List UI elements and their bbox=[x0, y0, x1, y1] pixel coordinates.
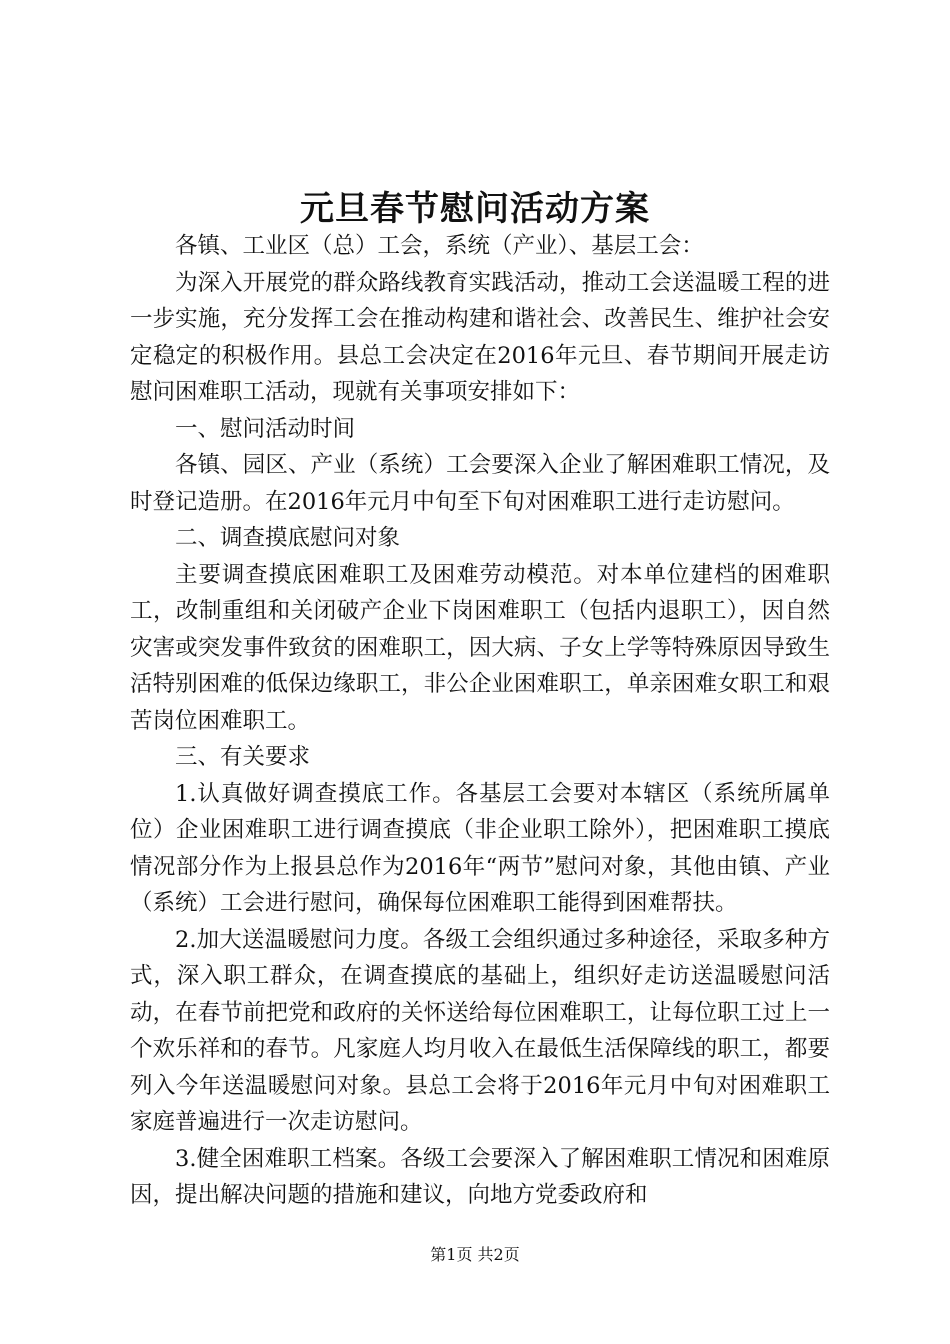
paragraph-time: 各镇、园区、产业（系统）工会要深入企业了解困难职工情况，及时登记造册。在2016年元月中旬至下旬对困难职工进行走访慰问。 bbox=[130, 452, 830, 515]
paragraph-targets: 主要调查摸底困难职工及困难劳动模范。对本单位建档的困难职工，改制重组和关闭破产企业下岗困难职工（包括内退职工），因自然灾害或突发事件致贫的困难职工，因大病、子女上学等特殊原因导致生活特别困难的低保边缘职工，非公企业困难职工，单亲困难女职工和艰苦岗位困难职工。 bbox=[130, 561, 830, 734]
document-body bbox=[130, 228, 830, 1214]
section-heading-time: 一、慰问活动时间 bbox=[175, 415, 356, 442]
section-heading-targets: 二、调查摸底慰问对象 bbox=[175, 525, 401, 551]
paragraph-requirement-2: 2.加大送温暖慰问力度。各级工会组织通过多种途径，采取多种方式，深入职工群众，在调查摸底的基础上，组织好走访送温暖慰问活动，在春节前把党和政府的关怀送给每位困难职工，让每位职工过上一个欢乐祥和的春节。凡家庭人均月收入在最低生活保障线的职工，都要列入今年送温暖慰问对象。县总工会将于2016年元月中旬对困难职工家庭普遍进行一次走访慰问。 bbox=[130, 926, 830, 1135]
paragraph-intro: 为深入开展党的群众路线教育实践活动，推动工会送温暖工程的进一步实施，充分发挥工会在推动构建和谐社会、改善民生、维护社会安定稳定的积极作用。县总工会决定在2016年元旦、春节期间开展走访慰问困难职工活动，现就有关事项安排如下： bbox=[130, 269, 830, 405]
section-heading-requirements: 三、有关要求 bbox=[175, 744, 311, 770]
page-title: 元旦春节慰问活动方案 bbox=[300, 189, 650, 229]
paragraph-requirement-1: 1.认真做好调查摸底工作。各基层工会要对本辖区（系统所属单位）企业困难职工进行调查摸底（非企业职工除外），把困难职工摸底情况部分作为上报县总作为2016年“两节”慰问对象，其他由镇、产业（系统）工会进行慰问，确保每位困难职工能得到困难帮扶。 bbox=[130, 780, 830, 916]
paragraph-requirement-3: 3.健全困难职工档案。各级工会要深入了解困难职工情况和困难原因，提出解决问题的措施和建议，向地方党委政府和 bbox=[130, 1145, 830, 1208]
paragraph-salutation: 各镇、工业区（总）工会，系统（产业）、基层工会： bbox=[175, 233, 704, 259]
page-number-footer: 第1页 共2页 bbox=[430, 1245, 520, 1264]
